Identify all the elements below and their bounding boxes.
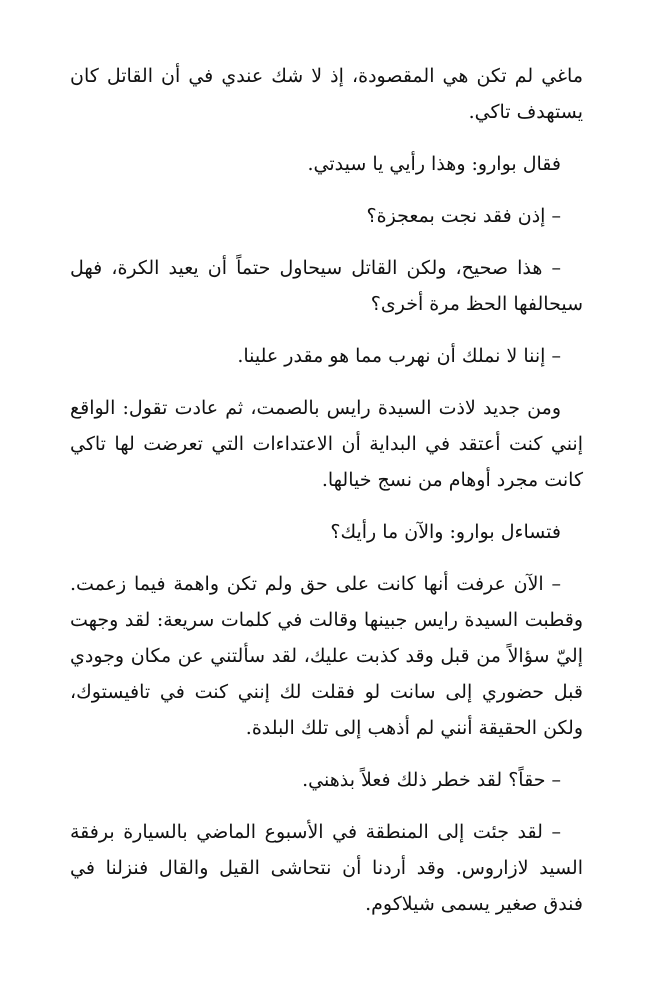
paragraph-9: – حقاً؟ لقد خطر ذلك فعلاً بذهني. — [302, 769, 561, 791]
paragraph-2: فقال بوارو: وهذا رأيي يا سيدتي. — [307, 153, 561, 175]
paragraph-6: ومن جديد لاذت السيدة رايس بالصمت، ثم عادت تقول: الواقع إنني كنت أعتقد في البداية أن الاعتداءات التي تعرضت لها تاكي كانت مجرد أوهام من نسج خيالها. — [70, 397, 583, 491]
paragraph-1: ماغي لم تكن هي المقصودة، إذ لا شك عندي في أن القاتل كان يستهدف تاكي. — [70, 65, 583, 123]
paragraph-5: – إننا لا نملك أن نهرب مما هو مقدر علينا. — [237, 345, 561, 367]
page-text-body — [70, 58, 583, 938]
paragraph-7: فتساءل بوارو: والآن ما رأيك؟ — [330, 521, 561, 543]
paragraph-3: – إذن فقد نجت بمعجزة؟ — [366, 205, 561, 227]
paragraph-4: – هذا صحيح، ولكن القاتل سيحاول حتماً أن يعيد الكرة، فهل سيحالفها الحظ مرة أخرى؟ — [70, 257, 583, 315]
paragraph-8: – الآن عرفت أنها كانت على حق ولم تكن واهمة فيما زعمت. وقطبت السيدة رايس جبينها وقالت في كلمات سريعة: لقد وجهت إليّ سؤالاً من قبل وقد كذبت عليك، لقد سألتني عن مكان وجودي قبل حضوري إلى سانت لو فقلت لك إنني كنت في تافيستوك، ولكن الحقيقة أنني لم أذهب إلى تلك البلدة. — [70, 573, 583, 739]
paragraph-10: – لقد جئت إلى المنطقة في الأسبوع الماضي بالسيارة برفقة السيد لازاروس. وقد أردنا أن نتحاشى القيل والقال فنزلنا في فندق صغير يسمى شيلاكوم. — [70, 821, 583, 915]
